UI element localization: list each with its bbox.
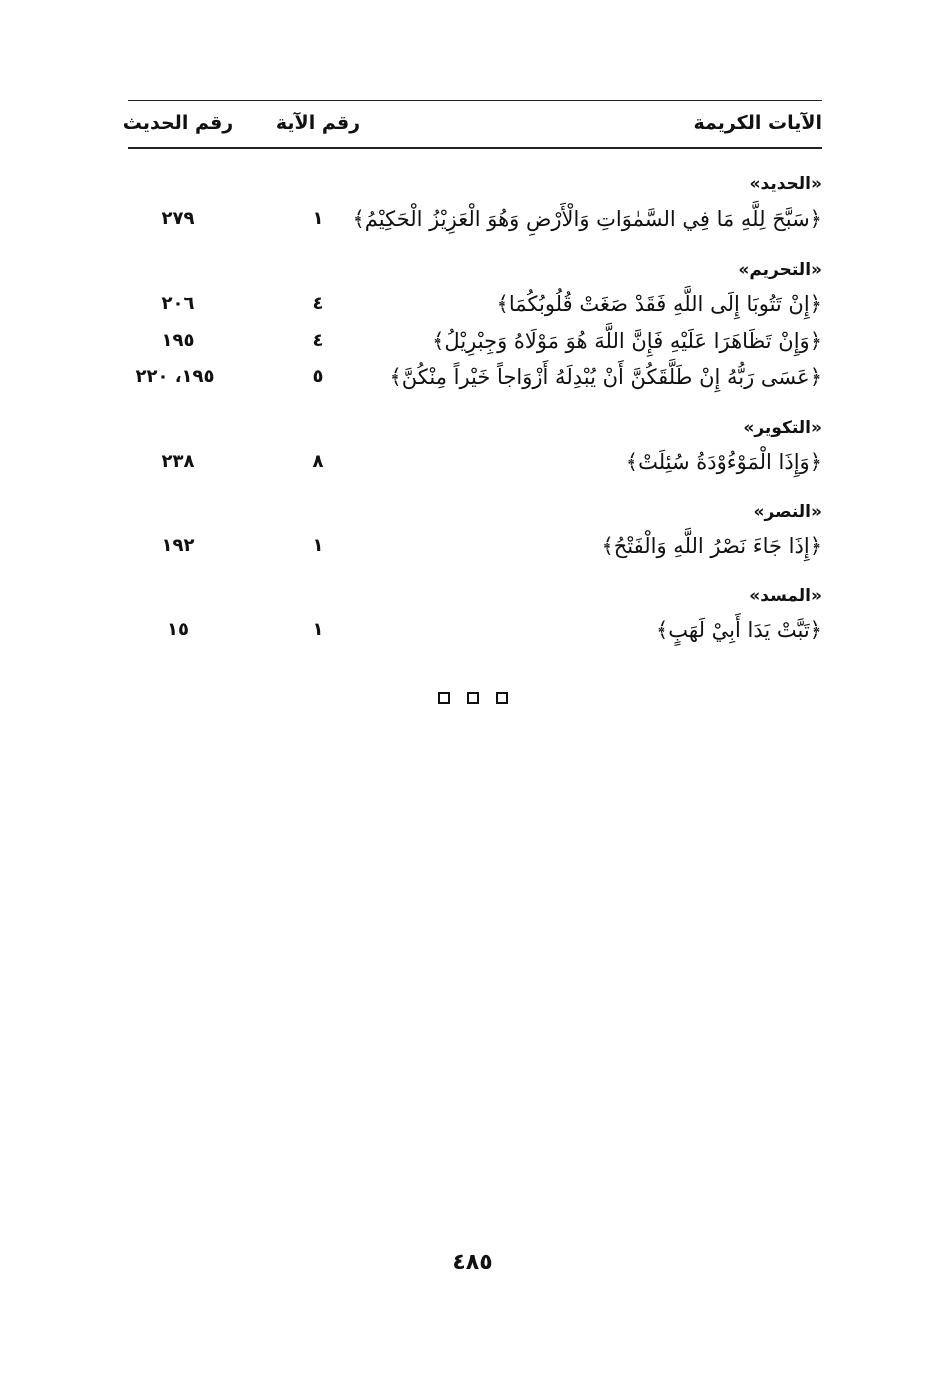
verse-text: ﴿تَبَّتْ يَدَا أَبِيْ لَهَبٍ﴾ bbox=[655, 618, 822, 642]
separator-square-icon bbox=[496, 692, 508, 704]
verse-text: ﴿عَسَى رَبُّهُ إِنْ طَلَّقَكُنَّ أَنْ يُبْدِلَهُ أَزْوَاجاً خَيْراً مِنْكُنَّ﴾ bbox=[389, 365, 822, 389]
ayah-number: ٤ bbox=[312, 293, 324, 314]
hadith-number: ٢٧٩ bbox=[161, 208, 195, 229]
ayah-number: ١ bbox=[312, 208, 324, 229]
ayah-number: ١ bbox=[312, 619, 324, 640]
ayah-number: ١ bbox=[312, 535, 324, 556]
surah-heading: «النصر» bbox=[753, 502, 822, 522]
hadith-number: ٢٣٨ bbox=[161, 451, 195, 472]
table-header-rule bbox=[128, 147, 822, 149]
verse-text: ﴿وَإِنْ تَظَاهَرَا عَلَيْهِ فَإِنَّ اللَّهَ هُوَ مَوْلَاهُ وَجِبْرِيْلُ﴾ bbox=[432, 329, 822, 353]
hadith-number: ١٩٥، ٢٢٠ bbox=[135, 366, 215, 387]
hadith-number: ٢٠٦ bbox=[161, 293, 195, 314]
ayah-number: ٨ bbox=[312, 451, 324, 472]
hadith-number: ١٩٥ bbox=[161, 330, 195, 351]
ayah-number: ٤ bbox=[312, 330, 324, 351]
separator-square-icon bbox=[438, 692, 450, 704]
surah-heading: «التكوير» bbox=[743, 418, 822, 438]
ayah-number-column-header: رقم الآية bbox=[275, 112, 361, 134]
page-number: ٤٨٥ bbox=[452, 1250, 493, 1275]
surah-heading: «الحديد» bbox=[749, 174, 822, 194]
surah-heading: «التحريم» bbox=[738, 260, 822, 280]
verse-text: ﴿سَبَّحَ لِلَّهِ مَا فِي السَّمٰوَاتِ وَالْأَرْضِ وَهُوَ الْعَزِيْزُ الْحَكِيْمُ﴾ bbox=[352, 207, 822, 231]
hadith-number-column-header: رقم الحديث bbox=[122, 112, 234, 134]
verse-text: ﴿وَإِذَا الْمَوْءُوْدَةُ سُئِلَتْ﴾ bbox=[625, 450, 822, 474]
hadith-number: ١٩٢ bbox=[161, 535, 195, 556]
surah-heading: «المسد» bbox=[749, 586, 822, 606]
verse-text: ﴿إِنْ تَتُوبَا إِلَى اللَّهِ فَقَدْ صَغَتْ قُلُوبُكُمَا﴾ bbox=[496, 292, 822, 316]
ayah-number: ٥ bbox=[312, 366, 324, 387]
table-top-rule bbox=[128, 100, 822, 101]
verse-text: ﴿إِذَا جَاءَ نَصْرُ اللَّهِ وَالْفَتْحُ﴾ bbox=[601, 534, 822, 558]
verses-column-header: الآيات الكريمة bbox=[693, 112, 822, 134]
separator-square-icon bbox=[467, 692, 479, 704]
hadith-number: ١٥ bbox=[167, 619, 189, 640]
